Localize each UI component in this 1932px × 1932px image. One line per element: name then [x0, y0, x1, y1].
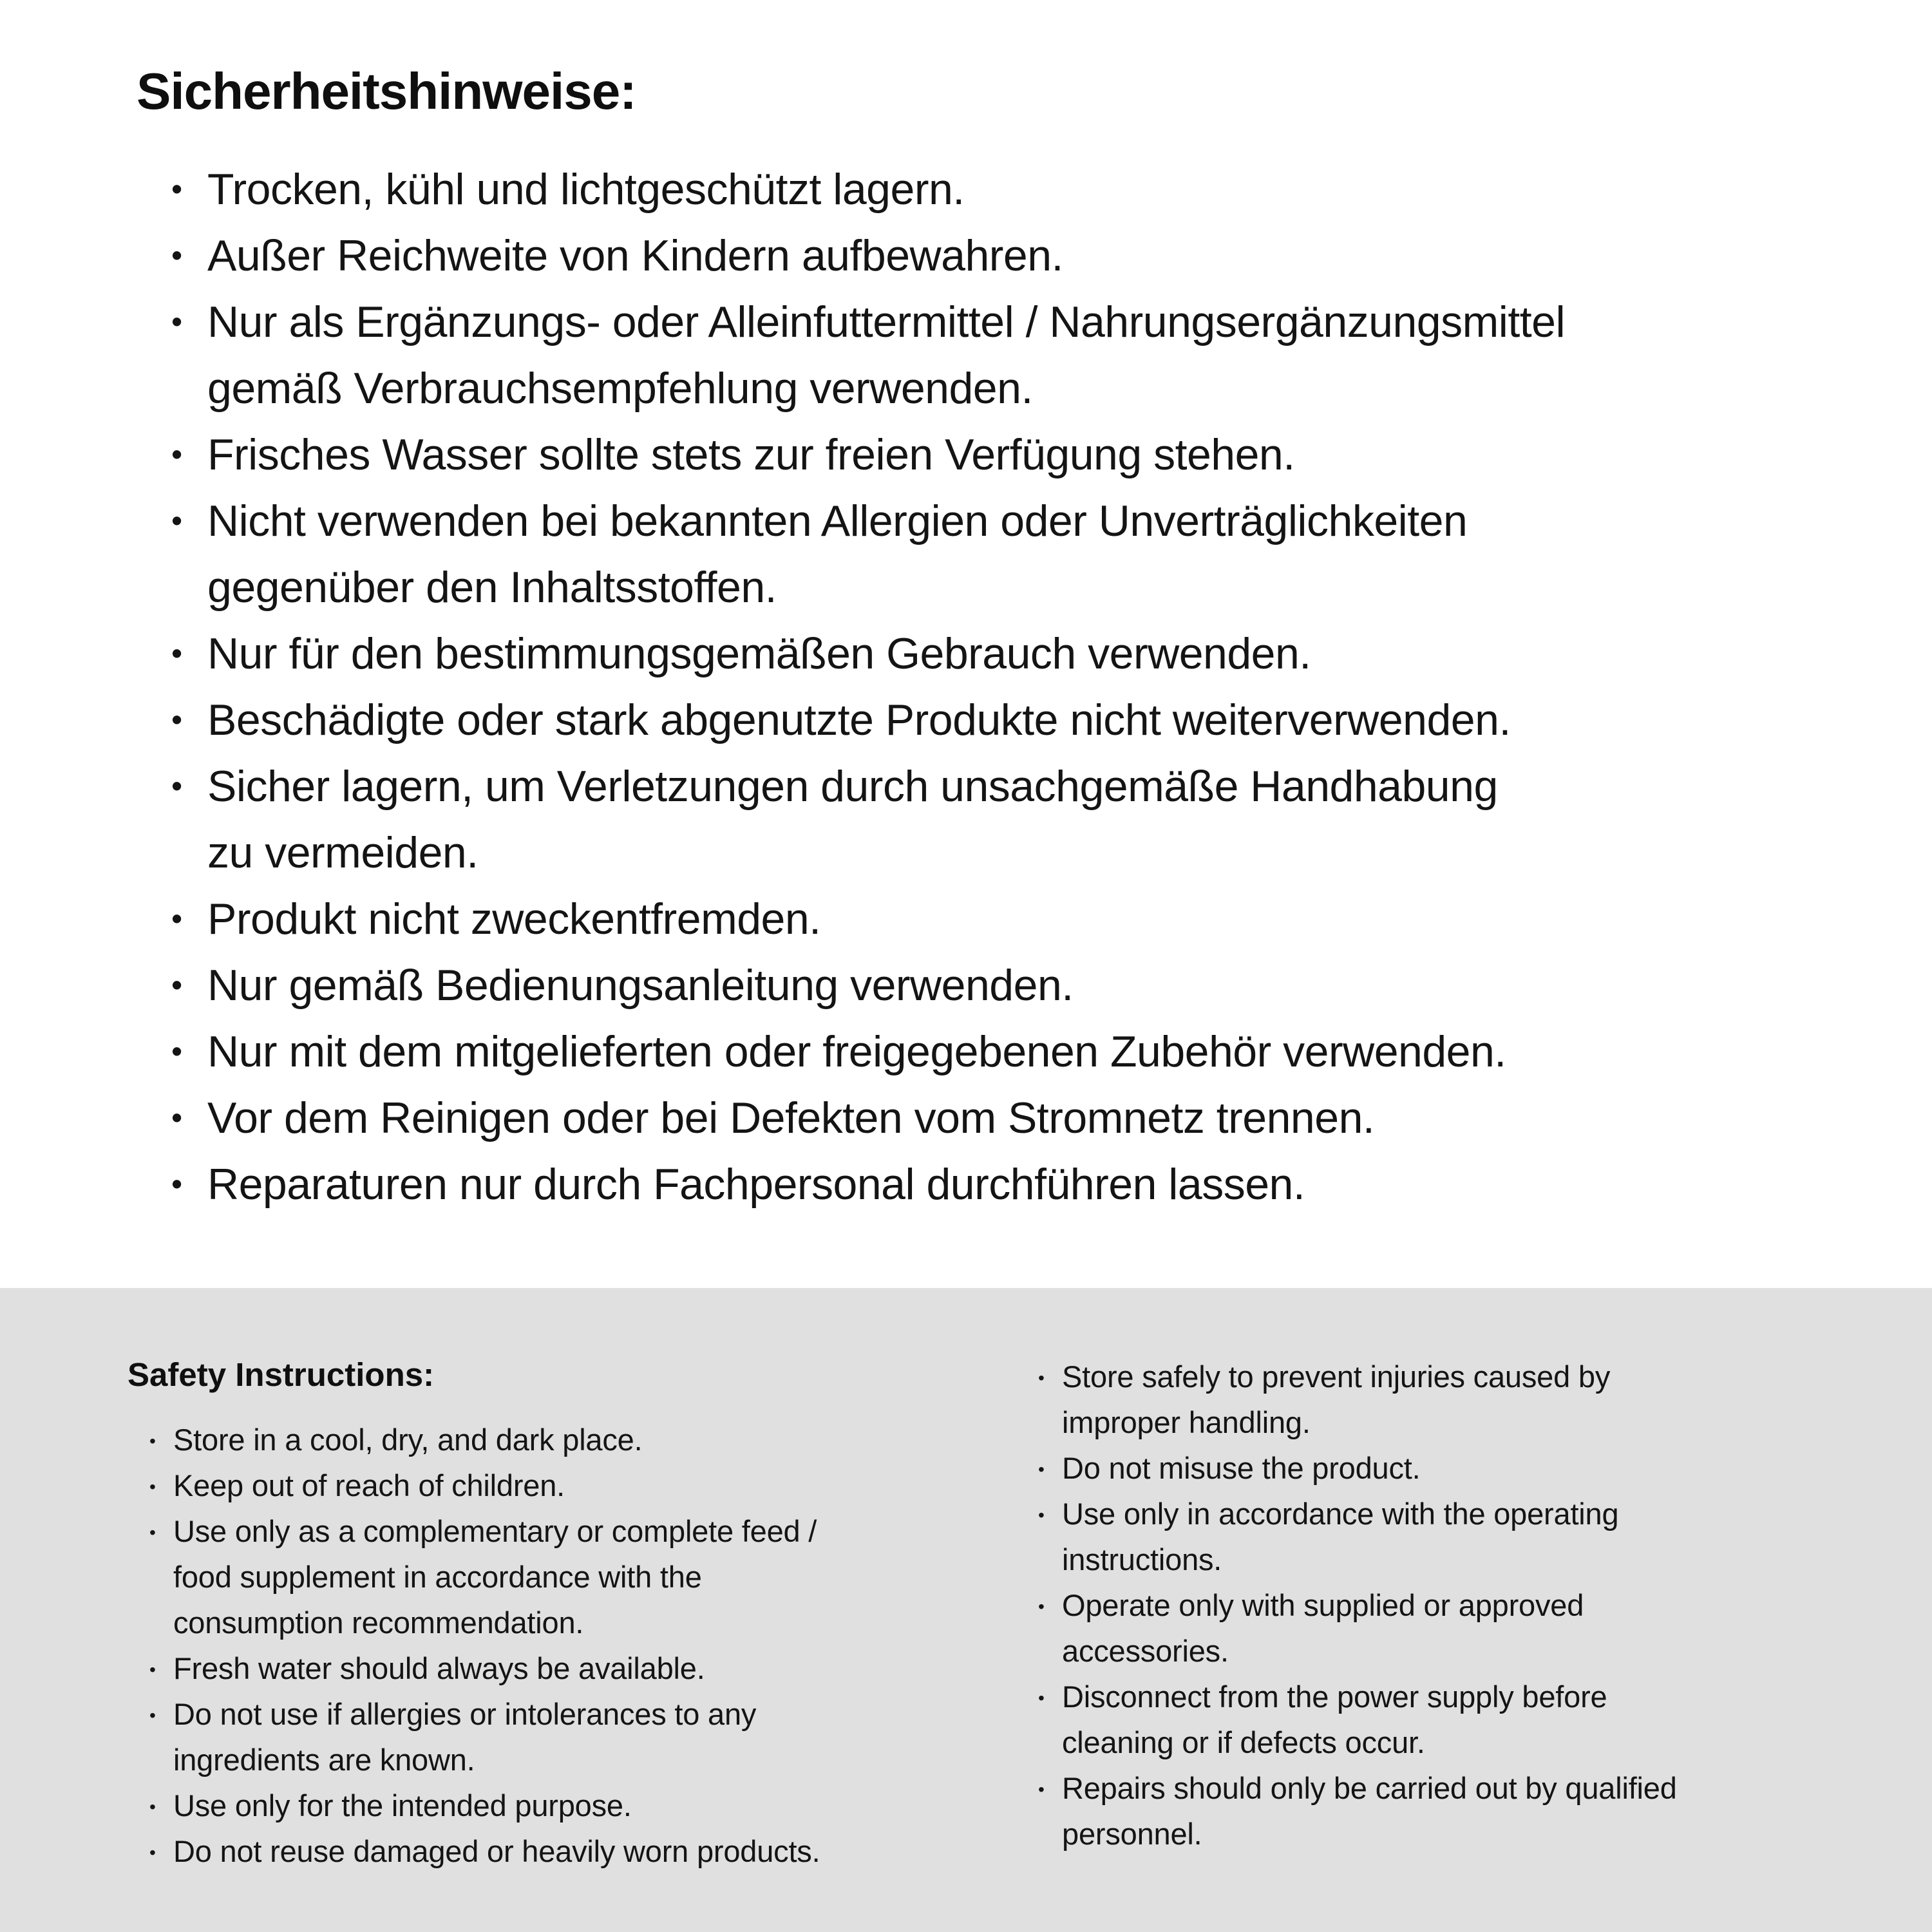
german-item-3: [171, 289, 1846, 422]
german-safety-list: [171, 156, 1846, 1218]
list-item-line: • Repairs should only be carried out by qualified: [1062, 1771, 1677, 1805]
english-right-item-5: [1038, 1674, 1895, 1765]
german-item-11: [171, 1019, 1846, 1085]
english-left-item-5: [149, 1691, 1006, 1783]
list-item-line: gegenüber den Inhaltsstoffen.: [207, 563, 777, 612]
english-section: [0, 1288, 1932, 1932]
english-left-item-1: [149, 1417, 1006, 1463]
list-item-line: • Vor dem Reinigen oder bei Defekten vom Stromnetz trennen.: [207, 1094, 1375, 1142]
list-item-line: • Sicher lagern, um Verletzungen durch unsachgemäße Handhabung: [207, 762, 1498, 811]
german-section-title: Sicherheitshinweise:: [137, 62, 636, 120]
list-item-line: accessories.: [1062, 1634, 1229, 1668]
list-item-line: zu vermeiden.: [207, 828, 478, 877]
list-item-line: gemäß Verbrauchsempfehlung verwenden.: [207, 364, 1033, 413]
english-safety-list-left: [149, 1417, 1006, 1874]
list-item-line: • Use only for the intended purpose.: [173, 1788, 632, 1823]
list-item-line: • Store safely to prevent injuries caused by: [1062, 1359, 1611, 1394]
english-left-item-6: [149, 1783, 1006, 1828]
list-item-line: • Trocken, kühl und lichtgeschützt lagern.: [207, 165, 965, 214]
german-item-12: [171, 1085, 1846, 1151]
list-item-line: food supplement in accordance with the: [173, 1560, 702, 1594]
german-item-2: [171, 223, 1846, 289]
list-item-line: personnel.: [1062, 1817, 1202, 1851]
german-item-7: [171, 687, 1846, 753]
list-item-line: • Do not use if allergies or intolerances to any: [173, 1697, 757, 1731]
list-item-line: • Keep out of reach of children.: [173, 1468, 565, 1502]
list-item-line: • Nur für den bestimmungsgemäßen Gebrauch verwenden.: [207, 629, 1311, 678]
list-item-line: • Produkt nicht zweckentfremden.: [207, 895, 821, 943]
german-item-13: [171, 1151, 1846, 1218]
english-left-item-7: [149, 1828, 1006, 1874]
german-item-8: [171, 753, 1846, 886]
list-item-line: ingredients are known.: [173, 1743, 475, 1777]
list-item-line: • Nur als Ergänzungs- oder Alleinfuttermittel / Nahrungsergänzungsmittel: [207, 298, 1566, 346]
list-item-line: • Frisches Wasser sollte stets zur freien Verfügung stehen.: [207, 430, 1295, 479]
list-item-line: • Use only as a complementary or complete feed /: [173, 1514, 817, 1548]
list-item-line: consumption recommendation.: [173, 1605, 584, 1640]
list-item-line: • Nicht verwenden bei bekannten Allergien oder Unverträglichkeiten: [207, 497, 1468, 545]
english-right-item-4: [1038, 1582, 1895, 1674]
list-item-line: • Außer Reichweite von Kindern aufbewahren.: [207, 231, 1063, 280]
english-right-item-1: [1038, 1354, 1895, 1445]
list-item-line: cleaning or if defects occur.: [1062, 1725, 1425, 1759]
german-item-4: [171, 422, 1846, 488]
english-right-item-2: [1038, 1445, 1895, 1491]
list-item-line: • Beschädigte oder stark abgenutzte Produkte nicht weiterverwenden.: [207, 696, 1511, 744]
english-left-item-2: [149, 1463, 1006, 1508]
list-item-line: improper handling.: [1062, 1405, 1311, 1439]
list-item-line: • Do not misuse the product.: [1062, 1451, 1421, 1485]
english-right-item-6: [1038, 1765, 1895, 1857]
english-right-item-3: [1038, 1491, 1895, 1582]
list-item-line: • Nur gemäß Bedienungsanleitung verwenden.: [207, 961, 1074, 1010]
german-item-9: [171, 886, 1846, 952]
german-item-5: [171, 488, 1846, 621]
list-item-line: • Store in a cool, dry, and dark place.: [173, 1423, 643, 1457]
english-left-item-3: [149, 1508, 1006, 1645]
list-item-line: • Fresh water should always be available.: [173, 1651, 705, 1685]
list-item-line: • Nur mit dem mitgelieferten oder freigegebenen Zubehör verwenden.: [207, 1027, 1506, 1076]
german-item-10: [171, 952, 1846, 1019]
list-item-line: instructions.: [1062, 1542, 1222, 1577]
list-item-line: • Disconnect from the power supply before: [1062, 1680, 1607, 1714]
list-item-line: • Do not reuse damaged or heavily worn products.: [173, 1834, 820, 1868]
german-item-1: [171, 156, 1846, 223]
german-item-6: [171, 621, 1846, 687]
list-item-line: • Reparaturen nur durch Fachpersonal durchführen lassen.: [207, 1160, 1305, 1209]
english-section-title: Safety Instructions:: [128, 1356, 435, 1393]
english-safety-list-right: [1038, 1354, 1895, 1857]
list-item-line: • Use only in accordance with the operating: [1062, 1497, 1619, 1531]
english-left-item-4: [149, 1645, 1006, 1691]
list-item-line: • Operate only with supplied or approved: [1062, 1588, 1584, 1622]
